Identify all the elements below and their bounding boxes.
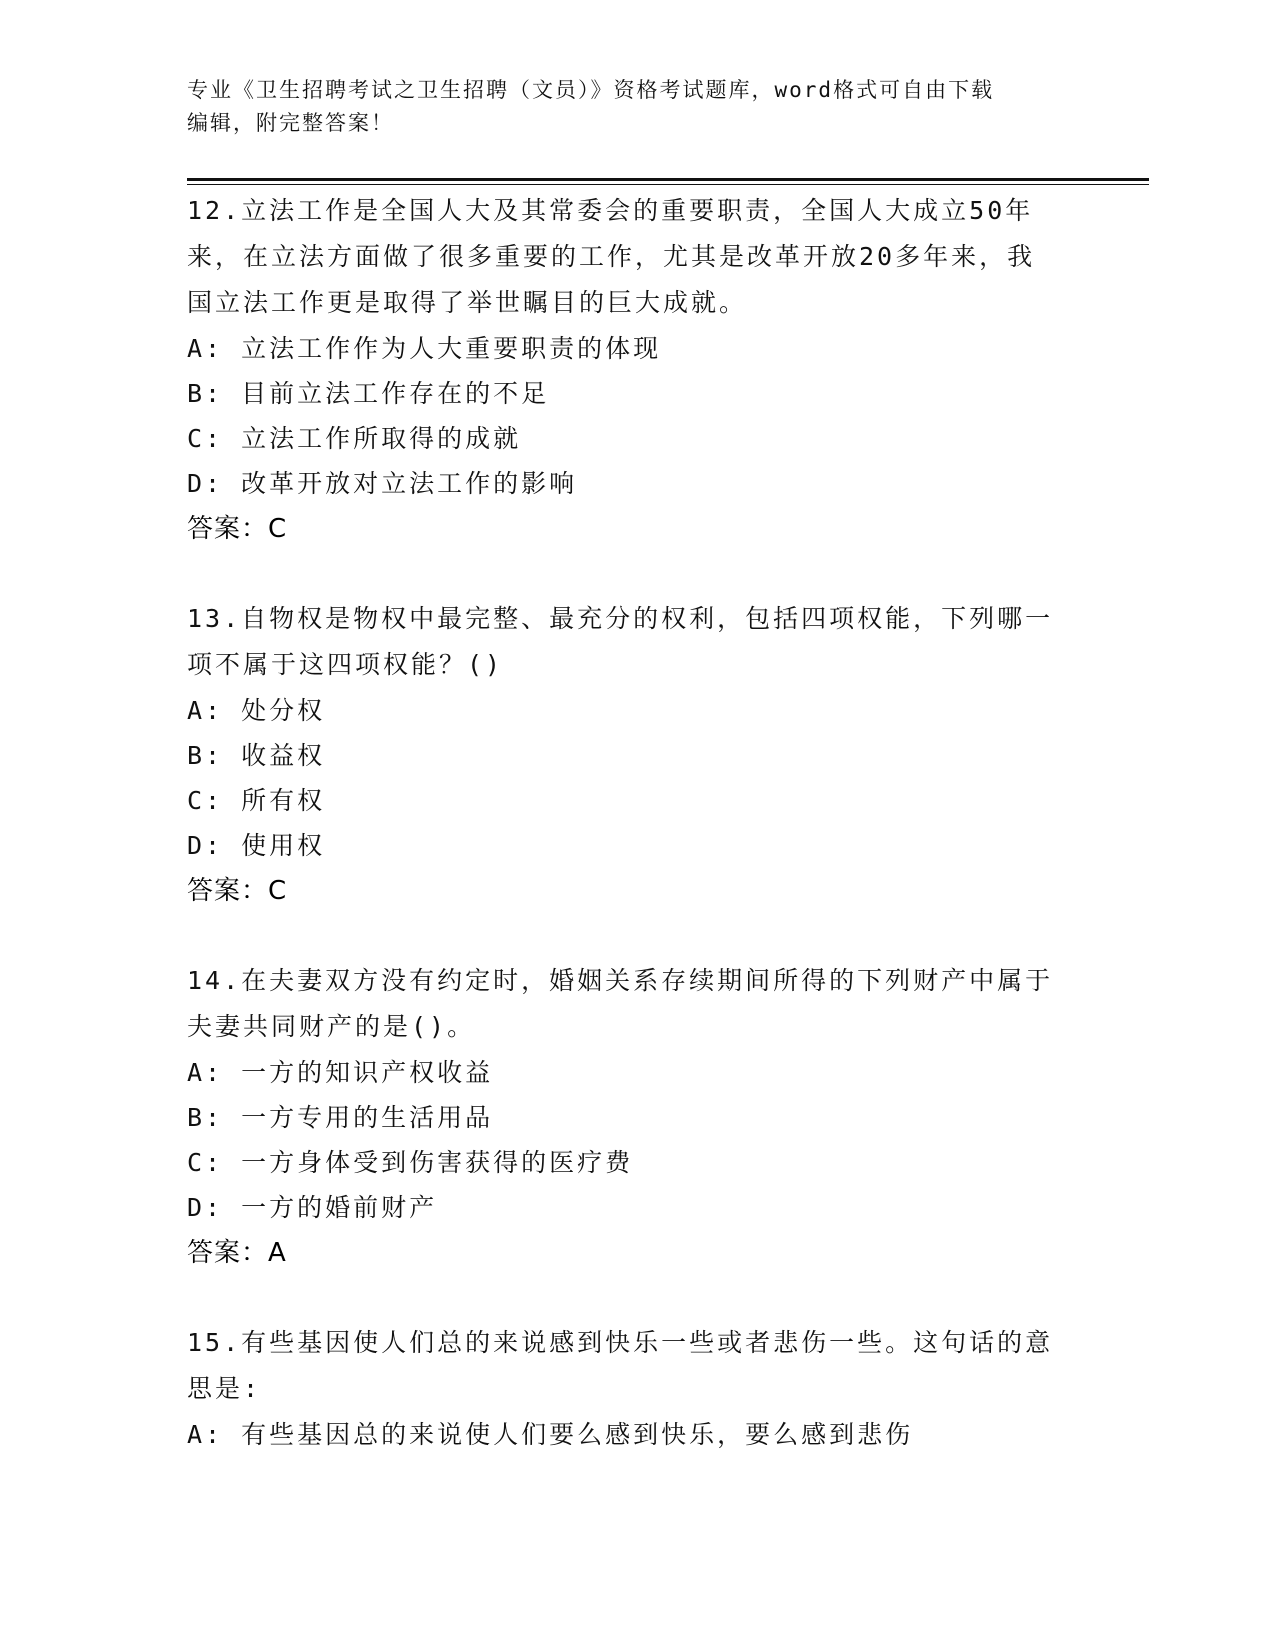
option-b: B: 目前立法工作存在的不足 (187, 379, 550, 408)
question-stem-line: 14.在夫妻双方没有约定时，婚姻关系存续期间所得的下列财产中属于 (187, 966, 1054, 995)
option-b: B: 收益权 (187, 741, 326, 770)
question-stem-line: 夫妻共同财产的是()。 (187, 1012, 476, 1041)
document-header (187, 74, 1087, 140)
option-d: D: 改革开放对立法工作的影响 (187, 469, 578, 498)
header-line-2: 编辑，附完整答案！ (187, 111, 394, 135)
header-line-1: 专业《卫生招聘考试之卫生招聘（文员）》资格考试题库，word格式可自由下载 (187, 78, 995, 102)
question-stem-line: 项不属于这四项权能？() (187, 650, 504, 679)
option-d: D: 一方的婚前财产 (187, 1193, 438, 1222)
question-stem-line: 12.立法工作是全国人大及其常委会的重要职责，全国人大成立50年 (187, 196, 1034, 225)
option-c: C: 立法工作所取得的成就 (187, 424, 522, 453)
option-b: B: 一方专用的生活用品 (187, 1103, 494, 1132)
question-15 (187, 1320, 1087, 1457)
question-stem-line: 来，在立法方面做了很多重要的工作，尤其是改革开放20多年来，我 (187, 242, 1036, 271)
answer-label: 答案：A (187, 1238, 287, 1268)
option-a: A: 立法工作作为人大重要职责的体现 (187, 334, 662, 363)
answer-label: 答案：C (187, 876, 288, 906)
question-14 (187, 958, 1087, 1276)
question-stem-line: 国立法工作更是取得了举世瞩目的巨大成就。 (187, 288, 748, 317)
header-divider-thick (187, 178, 1149, 181)
question-stem-line: 13.自物权是物权中最完整、最充分的权利，包括四项权能，下列哪一 (187, 604, 1054, 633)
question-12 (187, 188, 1087, 552)
question-stem-line: 思是: (187, 1374, 262, 1403)
option-d: D: 使用权 (187, 831, 326, 860)
question-13 (187, 596, 1087, 914)
option-c: C: 一方身体受到伤害获得的医疗费 (187, 1148, 634, 1177)
option-c: C: 所有权 (187, 786, 326, 815)
question-stem-line: 15.有些基因使人们总的来说感到快乐一些或者悲伤一些。这句话的意 (187, 1328, 1054, 1357)
option-a: A: 有些基因总的来说使人们要么感到快乐，要么感到悲伤 (187, 1420, 914, 1449)
question-list (187, 188, 1087, 1501)
header-divider-thin (187, 184, 1149, 185)
option-a: A: 处分权 (187, 696, 326, 725)
answer-label: 答案：C (187, 514, 288, 544)
option-a: A: 一方的知识产权收益 (187, 1058, 494, 1087)
